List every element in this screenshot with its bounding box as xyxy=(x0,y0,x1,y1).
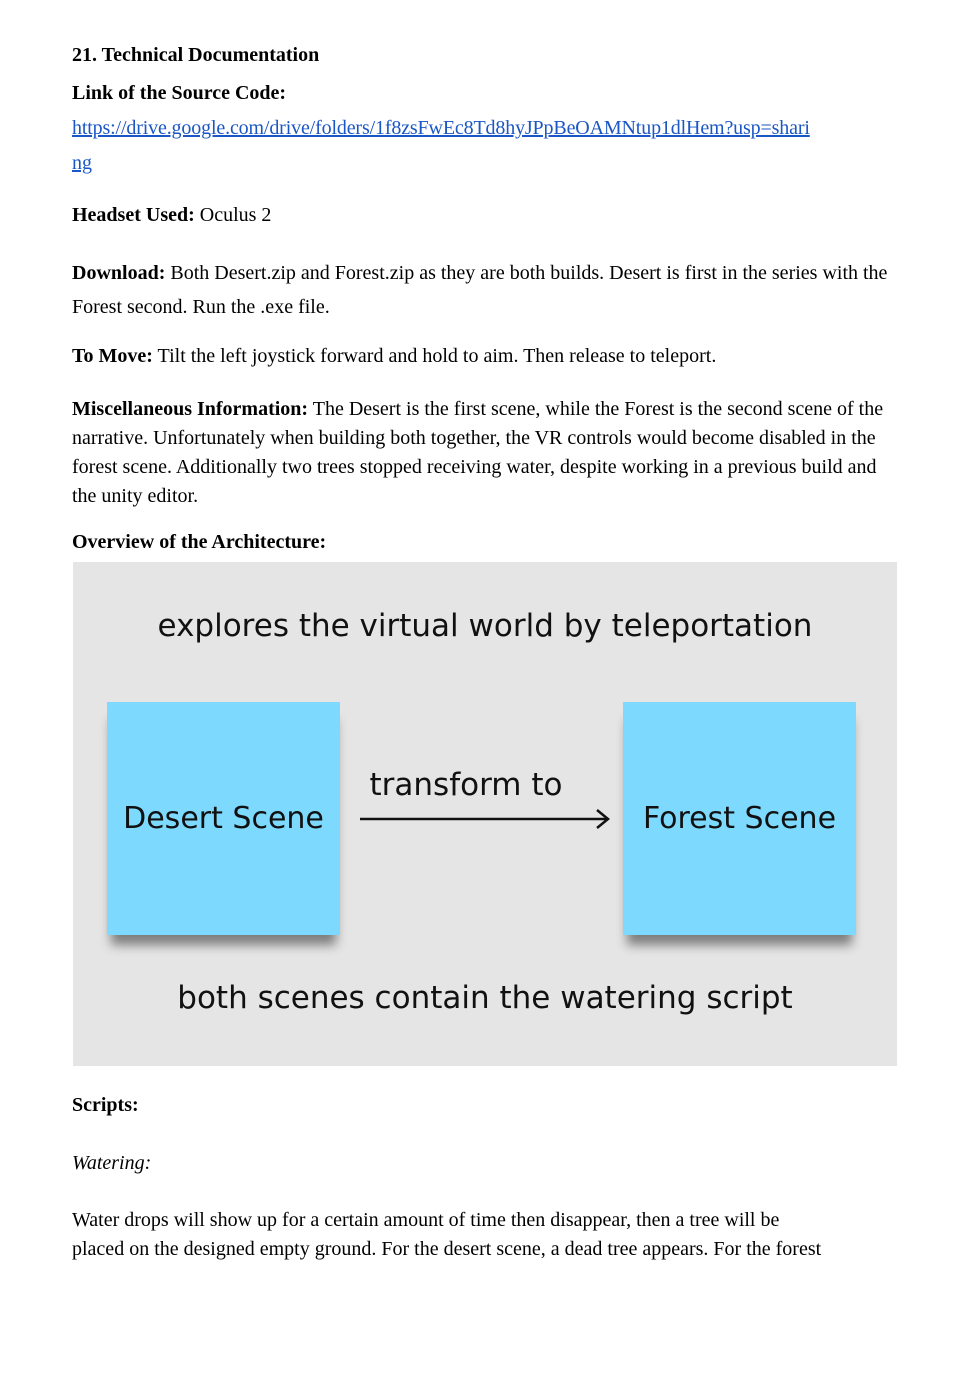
arrow-label: transform to xyxy=(369,767,563,803)
desert-scene-box: Desert Scene xyxy=(107,702,340,935)
source-code-link-line2[interactable]: ng xyxy=(72,152,92,174)
misc-text: The Desert is the first scene, while the Forest is the second scene of the narrative. Unfortunately when building both together, the VR controls would become disabled in the forest scene. Additionally two trees stopped receiving water, despite working in a previous build and the unity editor. xyxy=(72,398,884,507)
misc-label: Miscellaneous Information: xyxy=(72,398,309,420)
source-code-link-line1[interactable]: https://drive.google.com/drive/folders/1f8zsFwEc8Td8hyJPpBeOAMNtup1dlHem?usp=shari xyxy=(72,117,810,139)
watering-subheading: Watering: xyxy=(72,1152,152,1174)
watering-text-line2: placed on the designed empty ground. For the desert scene, a dead tree appears. For the forest xyxy=(72,1238,822,1260)
download-text: Both Desert.zip and Forest.zip as they are both builds. Desert is first in the series with the Forest second. Run the .exe file. xyxy=(72,262,888,318)
diagram-top-text: explores the virtual world by teleportation xyxy=(157,608,813,644)
to-move-text: Tilt the left joystick forward and hold to aim. Then release to teleport. xyxy=(152,345,717,367)
architecture-diagram xyxy=(73,562,897,1066)
diagram-bottom-text: both scenes contain the watering script xyxy=(177,980,793,1016)
section-heading: 21. Technical Documentation xyxy=(72,44,320,66)
architecture-label: Overview of the Architecture: xyxy=(72,531,327,553)
watering-text-line1: Water drops will show up for a certain amount of time then disappear, then a tree will be xyxy=(72,1209,780,1231)
scripts-label: Scripts: xyxy=(72,1094,139,1116)
to-move-paragraph xyxy=(72,342,902,371)
headset-paragraph xyxy=(72,201,902,230)
forest-scene-box: Forest Scene xyxy=(623,702,856,935)
source-code-label: Link of the Source Code: xyxy=(72,82,287,104)
download-label: Download: xyxy=(72,262,166,284)
headset-value: Oculus 2 xyxy=(194,204,272,226)
misc-paragraph xyxy=(72,395,887,511)
arrow-right-icon xyxy=(359,808,611,830)
headset-label: Headset Used: xyxy=(72,204,195,226)
download-paragraph xyxy=(72,256,892,324)
to-move-label: To Move: xyxy=(72,345,153,367)
